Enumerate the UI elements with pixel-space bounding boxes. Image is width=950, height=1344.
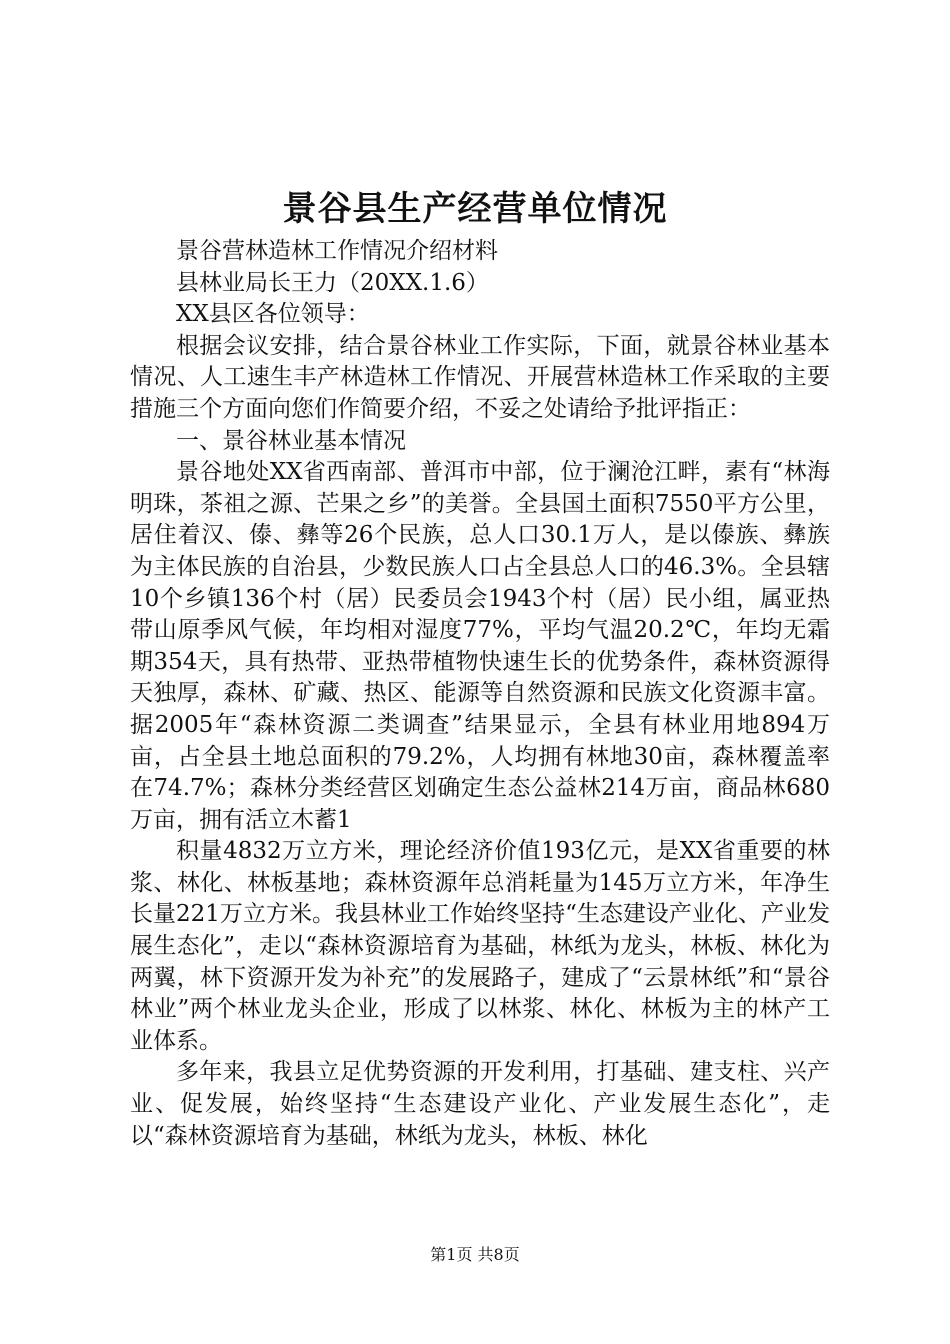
paragraph-development: 多年来，我县立足优势资源的开发利用，打基础、建支柱、兴产业、促发展，始终坚持“生态建设产业化、产业发展生态化”，走以“森林资源培育为基础，林纸为龙头，林板、林化 bbox=[130, 1059, 830, 1149]
paragraph-resources: 积量4832万立方米，理论经济价值193亿元，是XX省重要的林浆、林化、林板基地；森林资源年总消耗量为145万立方米，年净生长量221万立方米。我县林业工作始终坚持“生态建设产业化、产业发展生态化”，走以“森林资源培育为基础，林纸为龙头，林板、林化为两翼，林下资源开发为补充”的发展路子，建成了“云景林纸”和“景谷林业”两个林业龙头企业，形成了以林浆、林化、林板为主的林产工业体系。 bbox=[130, 838, 830, 1054]
document-body bbox=[130, 236, 830, 1152]
document-title: 景谷县生产经营单位情况 bbox=[282, 189, 668, 229]
paragraph-subtitle: 景谷营林造林工作情况介绍材料 bbox=[176, 238, 498, 264]
paragraph-salutation: XX县区各位领导： bbox=[176, 301, 370, 328]
paragraph-author-line: 县林业局长王力（20XX.1.6） bbox=[176, 269, 489, 296]
page-footer: 第1页 共8页 bbox=[430, 1245, 520, 1264]
paragraph-intro: 根据会议安排，结合景谷林业工作实际，下面，就景谷林业基本情况、人工速生丰产林造林工作情况、开展营林造林工作采取的主要措施三个方面向您们作简要介绍，不妥之处请给予批评指正： bbox=[130, 332, 830, 422]
section-heading-1: 一、景谷林业基本情况 bbox=[176, 427, 406, 454]
paragraph-overview: 景谷地处XX省西南部、普洱市中部，位于澜沧江畔，素有“林海明珠，茶祖之源、芒果之乡”的美誉。全县国土面积7550平方公里，居住着汉、傣、彝等26个民族，总人口30.1万人，是以傣族、彝族为主体民族的自治县，少数民族人口占全县总人口的46.3%。全县辖10个乡镇136个村（居）民委员会1943个村（居）民小组，属亚热带山原季风气候，年均相对湿度77%，平均气温20.2℃，年均无霜期354天，具有热带、亚热带植物快速生长的优势条件，森林资源得天独厚，森林、矿藏、热区、能源等自然资源和民族文化资源丰富。据2005年“森林资源二类调查”结果显示，全县有林业用地894万亩，占全县土地总面积的79.2%，人均拥有林地30亩，森林覆盖率在74.7%；森林分类经营区划确定生态公益林214万亩，商品林680万亩，拥有活立木蓄1 bbox=[130, 459, 830, 833]
